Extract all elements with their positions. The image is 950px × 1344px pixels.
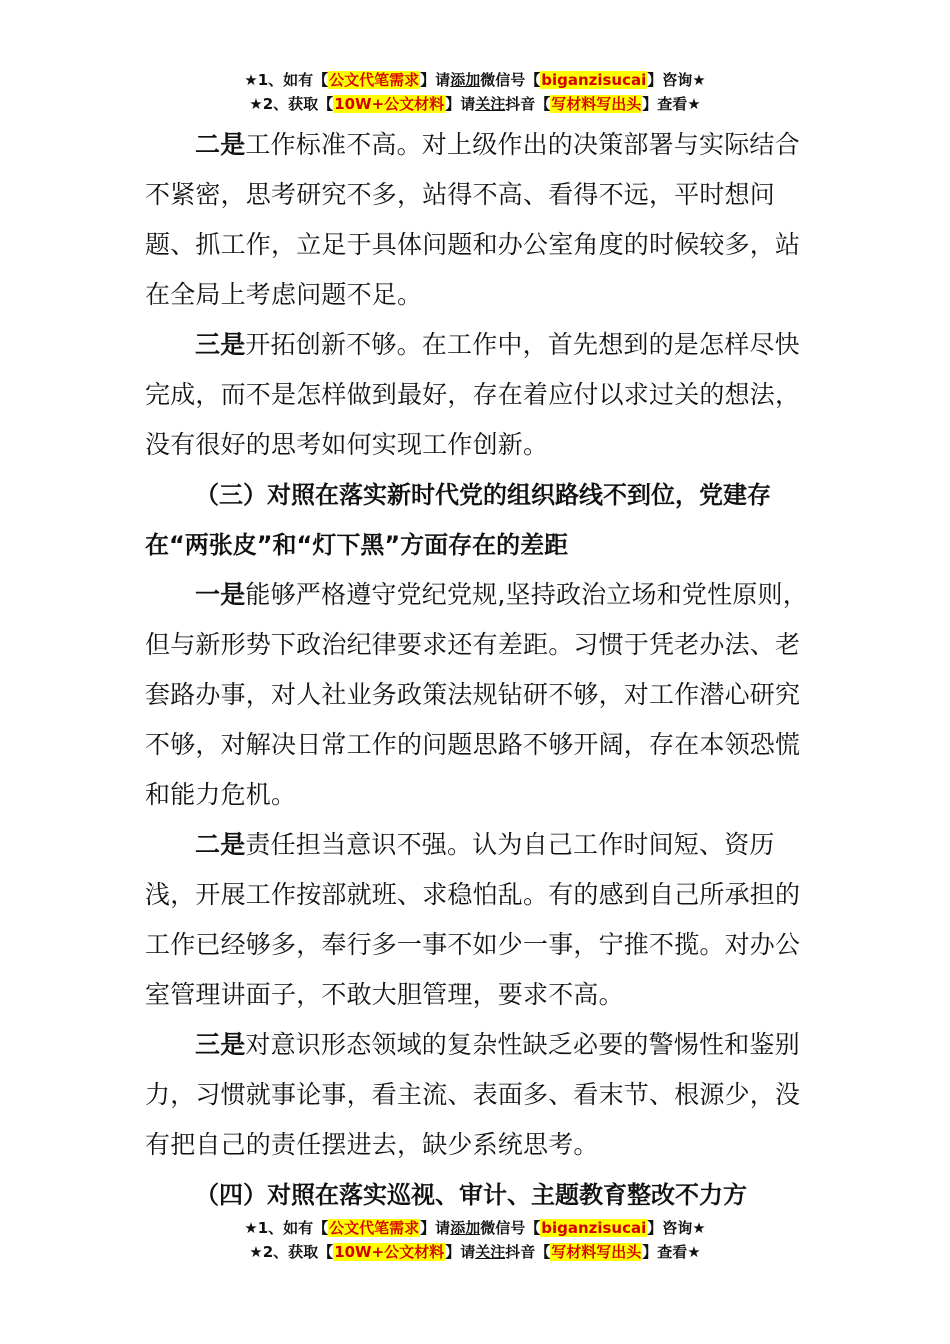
promo-text: 抖音【 [505, 95, 551, 113]
promo-text: 】请 [445, 95, 476, 113]
section-heading: （三）对照在落实新时代党的组织路线不到位，党建存在“两张皮”和“灯下黑”方面存在的差距 [145, 481, 771, 559]
promo-highlight: 写材料写出头 [551, 1243, 642, 1261]
promo-highlight: 公文代笔需求 [329, 71, 420, 89]
promo-highlight: 10W+公文材料 [334, 1243, 445, 1261]
promo-text: 微信号【 [480, 1219, 541, 1237]
promo-text: 微信号【 [480, 71, 541, 89]
paragraph [145, 820, 809, 1020]
promo-line-2 [0, 92, 950, 116]
paragraph-text: 能够严格遵守党纪党规,坚持政治立场和党性原则，但与新形势下政治纪律要求还有差距。习惯于凭老办法、老套路办事，对人社业务政策法规钻研不够，对工作潜心研究不够，对解决日常工作的问题思路不够开阔，存在本领恐慌和能力危机。 [145, 580, 808, 809]
promo-underlined-text: 添加 [450, 1219, 481, 1237]
paragraph-text: 开拓创新不够。在工作中，首先想到的是怎样尽快完成，而不是怎样做到最好，存在着应付以求过关的想法，没有很好的思考如何实现工作创新。 [145, 330, 801, 459]
promo-line-2 [0, 1240, 950, 1264]
paragraph-lead: 三是 [195, 330, 246, 359]
paragraph [145, 1020, 809, 1170]
paragraph-lead: 一是 [195, 580, 246, 609]
document-body [145, 120, 809, 1220]
promo-text: 】查看★ [642, 95, 701, 113]
promo-underlined-text: 添加 [450, 71, 481, 89]
paragraph [145, 320, 809, 470]
paragraph [145, 570, 809, 820]
promo-banner-bottom [0, 1216, 950, 1264]
paragraph-text: 工作标准不高。对上级作出的决策部署与实际结合不紧密，思考研究不多，站得不高、看得不远，平时想问题、抓工作，立足于具体问题和办公室角度的时候较多，站在全局上考虑问题不足。 [145, 130, 801, 309]
promo-text: 】请 [420, 71, 451, 89]
promo-highlight: 公文代笔需求 [329, 1219, 420, 1237]
section-heading: （四）对照在落实巡视、审计、主题教育整改不力方 [195, 1181, 747, 1209]
promo-highlight: 写材料写出头 [551, 95, 642, 113]
paragraph-text: 对意识形态领域的复杂性缺乏必要的警惕性和鉴别力，习惯就事论事，看主流、表面多、看末节、根源少，没有把自己的责任摆进去，缺少系统思考。 [145, 1030, 801, 1159]
promo-line-1 [0, 68, 950, 92]
promo-text: 】查看★ [642, 1243, 701, 1261]
promo-text: 抖音【 [505, 1243, 551, 1261]
promo-underlined-text: 关注 [475, 1243, 506, 1261]
promo-text: 】咨询★ [647, 71, 706, 89]
promo-text: 】咨询★ [647, 1219, 706, 1237]
promo-text: 】请 [420, 1219, 451, 1237]
promo-banner-top [0, 68, 950, 116]
promo-highlight: biganzisucai [541, 1219, 647, 1237]
paragraph-lead: 二是 [195, 130, 246, 159]
paragraph-lead: 二是 [195, 830, 246, 859]
promo-highlight: biganzisucai [541, 71, 647, 89]
paragraph-text: 责任担当意识不强。认为自己工作时间短、资历浅，开展工作按部就班、求稳怕乱。有的感到自己所承担的工作已经够多，奉行多一事不如少一事，宁推不揽。对办公室管理讲面子，不敢大胆管理，要求不高。 [145, 830, 801, 1009]
promo-text: ★1、如有【 [244, 1219, 329, 1237]
promo-text: 】请 [445, 1243, 476, 1261]
promo-text: ★2、获取【 [249, 95, 334, 113]
promo-underlined-text: 关注 [475, 95, 506, 113]
promo-text: ★1、如有【 [244, 71, 329, 89]
paragraph-lead: 三是 [195, 1030, 246, 1059]
promo-highlight: 10W+公文材料 [334, 95, 445, 113]
paragraph [145, 120, 809, 320]
promo-line-1 [0, 1216, 950, 1240]
promo-text: ★2、获取【 [249, 1243, 334, 1261]
